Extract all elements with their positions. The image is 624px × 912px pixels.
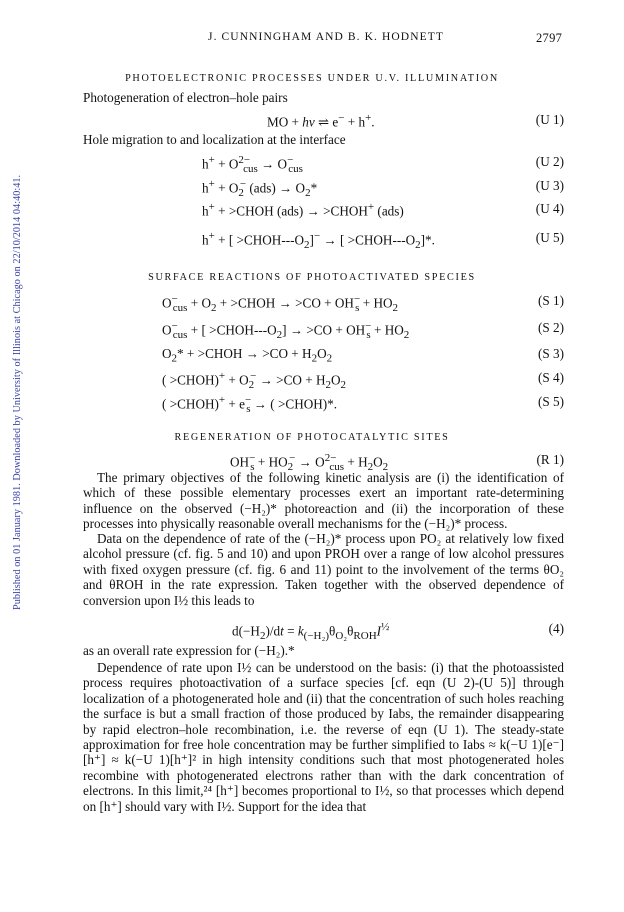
label-photogeneration: Photogeneration of electron–hole pairs xyxy=(83,90,288,105)
equation-U1: MO + hν ⇌ e− + h+. xyxy=(267,112,375,130)
equation-R1: $OH^-_s + HO_2^- \to O^{2-}_{cus} + H_2O_2$ xyxy=(230,452,389,474)
equation-S5-number: (S 5) xyxy=(537,394,564,409)
paragraph-rate-expression xyxy=(83,643,564,658)
download-stamp xyxy=(2,0,22,912)
paragraph-data-text: Data on the dependence of rate of the (−H₂)* process upon PO₂ at relatively low fixed alcohol pressure (cf. fig. 5 and 10) and upon PROH over a range of low alcohol pressures with fixed oxygen pressure (cf. fig. 6 and 11) point to the involvement of the terms θO₂ and θROH in the rate expression. Taken together with the observed dependence of conversion upon I½ this leads to xyxy=(83,531,564,608)
equation-S1: $O^-_{cus} + O_2$ + >CHOH → $>CO + OH^-_s + HO_2$ xyxy=(162,293,399,315)
download-stamp-text: Published on 01 January 1981. Downloaded by University of Illinois at Chicago on 22/10/2014 04:40:41. xyxy=(12,174,23,610)
paragraph-rate-expression-text: as an overall rate expression for (−H₂).* xyxy=(83,643,295,658)
section-heading-photoelectronic: PHOTOELECTRONIC PROCESSES UNDER U.V. ILLUMINATION xyxy=(125,73,499,84)
equation-4-number: (4) xyxy=(548,621,564,636)
label-hole-migration: Hole migration to and localization at the interface xyxy=(83,132,346,147)
equation-4: $d(-H_2)/dt = k_{(-H_2)}\theta_{O_2}\theta_{ROH}I^{\frac{1}{2}}$ xyxy=(232,621,390,643)
equation-U3: $h^+ + O_2^-$ $(ads) \to O_2*$ xyxy=(202,178,318,200)
equation-S4: ( >CHOH)+ + $O_2^- \to >CO + H_2O_2$ xyxy=(162,370,347,392)
paragraph-data xyxy=(83,531,564,608)
page-number: 2797 xyxy=(536,31,563,45)
paragraph-intensity xyxy=(83,660,564,814)
equation-U2: $h^+ + O^{2-}_{cus} \to O^-_{cus}$ xyxy=(202,154,303,176)
equation-U3-number: (U 3) xyxy=(535,178,564,193)
equation-S5: ( >CHOH)+ + $e^-_s$ → ( >CHOH)*. xyxy=(162,394,338,416)
equation-U5: h+ + [ $>CHOH---O_2]^-$ → [ $>CHOH---O_2]*$. xyxy=(202,230,435,252)
paragraph-intensity-text: Dependence of rate upon I½ can be understood on the basis: (i) that the photoassisted process requires photoactivation of a surface species [cf. eqn (U 2)-(U 5)] through localization of a photogenerated hole and (ii) that the concentration of such holes reaching the surface is but a small fraction of those produced by Iabs, the remainder disappearing by rapid electron–hole recombination, i.e. the reverse of eqn (U 1). The steady-state approximation for free hole concentration may be further simplified to Iabs ≈ k(−U 1)[e⁻][h⁺] ≈ k(−U 1)[h⁺]² in high intensity conditions such that most photogenerated holes recombine with photogenerated electrons rather than with the dark concentration of electrons. In this limit,²⁴ [h⁺] becomes proportional to I½, so that processes which depend on [h⁺] should vary with I½. Support for the idea that xyxy=(83,660,564,814)
equation-U4: h+ + >CHOH (ads) → >CHOH+ (ads) xyxy=(202,201,404,219)
equation-S3-number: (S 3) xyxy=(537,346,564,361)
equation-U4-number: (U 4) xyxy=(535,201,564,216)
equation-S3: $O_2*$ + >CHOH → $>CO + H_2O_2$ xyxy=(162,346,333,365)
equation-U5-number: (U 5) xyxy=(535,230,564,245)
paragraph-objectives-text: The primary objectives of the following kinetic analysis are (i) the identification of which of these possible elementary processes exert an important rate-determining influence on the observed (−H₂)* photoreaction and (ii) the incorporation of these processes into physically reasonable overall mechanisms for the (−H₂)* process. xyxy=(83,470,564,532)
section-heading-surface: SURFACE REACTIONS OF PHOTOACTIVATED SPECIES xyxy=(148,272,476,283)
equation-S1-number: (S 1) xyxy=(537,293,564,308)
running-header-authors: J. CUNNINGHAM AND B. K. HODNETT xyxy=(208,31,444,43)
equation-S2-number: (S 2) xyxy=(537,320,564,335)
equation-U2-number: (U 2) xyxy=(535,154,564,169)
equation-U1-number: (U 1) xyxy=(535,112,564,127)
equation-S2: $O^-_{cus}$ + [ $>CHOH---O_2] \to >CO + OH^-_s + HO_2$ xyxy=(162,320,410,342)
equation-S4-number: (S 4) xyxy=(537,370,564,385)
equation-R1-number: (R 1) xyxy=(536,452,564,467)
section-heading-regeneration: REGENERATION OF PHOTOCATALYTIC SITES xyxy=(174,432,450,443)
paragraph-objectives xyxy=(83,470,564,532)
